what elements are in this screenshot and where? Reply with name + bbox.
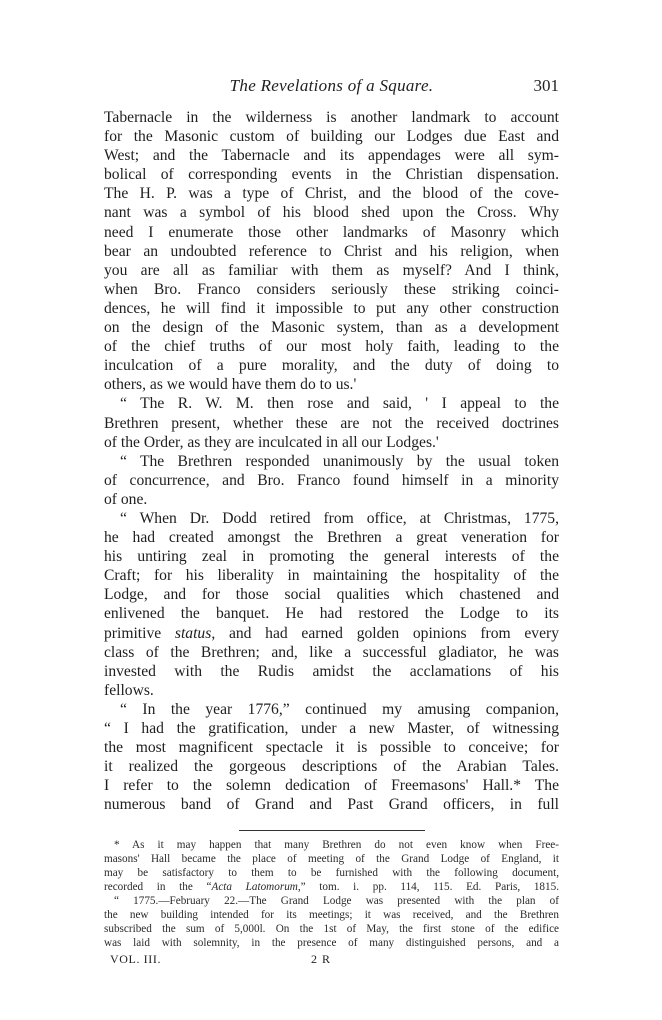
text-line: I refer to the solemn dedication of Freemasons' Hall.* The bbox=[104, 777, 559, 795]
text-line: of one. bbox=[104, 490, 148, 508]
text-line: of the Order, as they are inculcated in all our Lodges.' bbox=[104, 433, 439, 451]
text-line: dences, he will find it impossible to put any other construction bbox=[104, 299, 559, 317]
text-line: The H. P. was a type of Christ, and the blood of the cove- bbox=[104, 185, 559, 203]
text-line: Craft; for his liberality in maintaining the hospitality of the bbox=[104, 567, 559, 585]
text-line: on the design of the Masonic system, than as a development bbox=[104, 319, 559, 337]
text-line: Tabernacle in the wilderness is another landmark to account bbox=[104, 109, 559, 126]
text-line: “ In the year 1776,” continued my amusing companion, bbox=[120, 700, 559, 718]
footnote-line: was laid with solemnity, in the presence of many distinguished persons, and a bbox=[104, 936, 559, 949]
text-line: bolical of corresponding events in the Christian dispensation. bbox=[104, 166, 559, 184]
text-line: it realized the gorgeous descriptions of the Arabian Tales. bbox=[104, 758, 559, 776]
running-title: The Revelations of a Square. bbox=[229, 76, 434, 95]
text-line: his untiring zeal in promoting the general interests of the bbox=[104, 548, 559, 566]
text-line: of concurrence, and Bro. Franco found himself in a minority bbox=[104, 471, 559, 489]
signature-mark: 2 R bbox=[311, 951, 332, 966]
text-line: others, as we would have them do to us.' bbox=[104, 376, 357, 394]
text-line: need I enumerate those other landmarks of Masonry which bbox=[104, 223, 559, 241]
footnote-line: subscribed the sum of 5,000l. On the 1st of May, the first stone of the edifice bbox=[104, 922, 559, 935]
text-line: Brethren present, whether these are not the received doctrines bbox=[104, 414, 559, 432]
text-line: bear an undoubted reference to Christ and his religion, when bbox=[104, 242, 559, 260]
text-line: primitive status, and had earned golden opinions from every bbox=[104, 624, 559, 642]
text-line: class of the Brethren; and, like a successful gladiator, he was bbox=[104, 643, 559, 661]
text-line: of the chief truths of our most holy faith, leading to the bbox=[104, 338, 559, 356]
text-line: “ The Brethren responded unanimously by the usual token bbox=[120, 452, 559, 470]
footnote-line: * As it may happen that many Brethren do not even know when Free- bbox=[114, 839, 559, 852]
footnote-line: “ 1775.—February 22.—The Grand Lodge was presented with the plan of bbox=[114, 895, 559, 908]
footnote-line: recorded in the “Acta Latomorum,” tom. i. pp. 114, 115. Ed. Paris, 1815. bbox=[104, 881, 559, 894]
page-header bbox=[104, 76, 559, 106]
text-line: “ I had the gratification, under a new Master, of witnessing bbox=[104, 720, 559, 737]
footnote-divider bbox=[239, 830, 425, 831]
text-line: Lodge, and for those social qualities which chastened and bbox=[104, 586, 559, 604]
volume-label: VOL. III. bbox=[110, 951, 162, 966]
footnote-line: masons' Hall became the place of meeting of the Grand Lodge of England, it bbox=[104, 853, 559, 866]
text-line: nant was a symbol of his blood shed upon the Cross. Why bbox=[104, 204, 559, 222]
text-line: inculcation of a pure morality, and the duty of doing to bbox=[104, 357, 559, 375]
text-line: for the Masonic custom of building our Lodges due East and bbox=[104, 128, 559, 146]
text-line: invested with the Rudis amidst the acclamations of his bbox=[104, 662, 559, 680]
text-line: enlivened the banquet. He had restored the Lodge to its bbox=[104, 605, 559, 623]
text-line: West; and the Tabernacle and its appendages were all sym- bbox=[104, 147, 559, 165]
footnotes bbox=[104, 839, 559, 950]
footnote-line: may be satisfactory to them to be furnished with the following document, bbox=[104, 867, 559, 880]
text-line: fellows. bbox=[104, 681, 154, 699]
page-number: 301 bbox=[533, 76, 559, 95]
text-line: the most magnificent spectacle it is possible to conceive; for bbox=[104, 739, 559, 757]
footnote-line: the new building intended for its meetings; it was received, and the Brethren bbox=[104, 909, 559, 921]
text-line: he had created amongst the Brethren a great veneration for bbox=[104, 529, 559, 547]
printer-signature bbox=[104, 952, 559, 968]
text-line: when Bro. Franco considers seriously these striking coinci- bbox=[104, 280, 559, 298]
text-line: numerous band of Grand and Past Grand officers, in full bbox=[104, 796, 559, 814]
text-line: “ The R. W. M. then rose and said, ' I appeal to the bbox=[120, 395, 559, 413]
text-line: you are all as familiar with them as myself? And I think, bbox=[104, 261, 559, 279]
body-text bbox=[104, 108, 559, 814]
text-line: “ When Dr. Dodd retired from office, at Christmas, 1775, bbox=[120, 509, 559, 527]
book-page bbox=[104, 76, 559, 968]
